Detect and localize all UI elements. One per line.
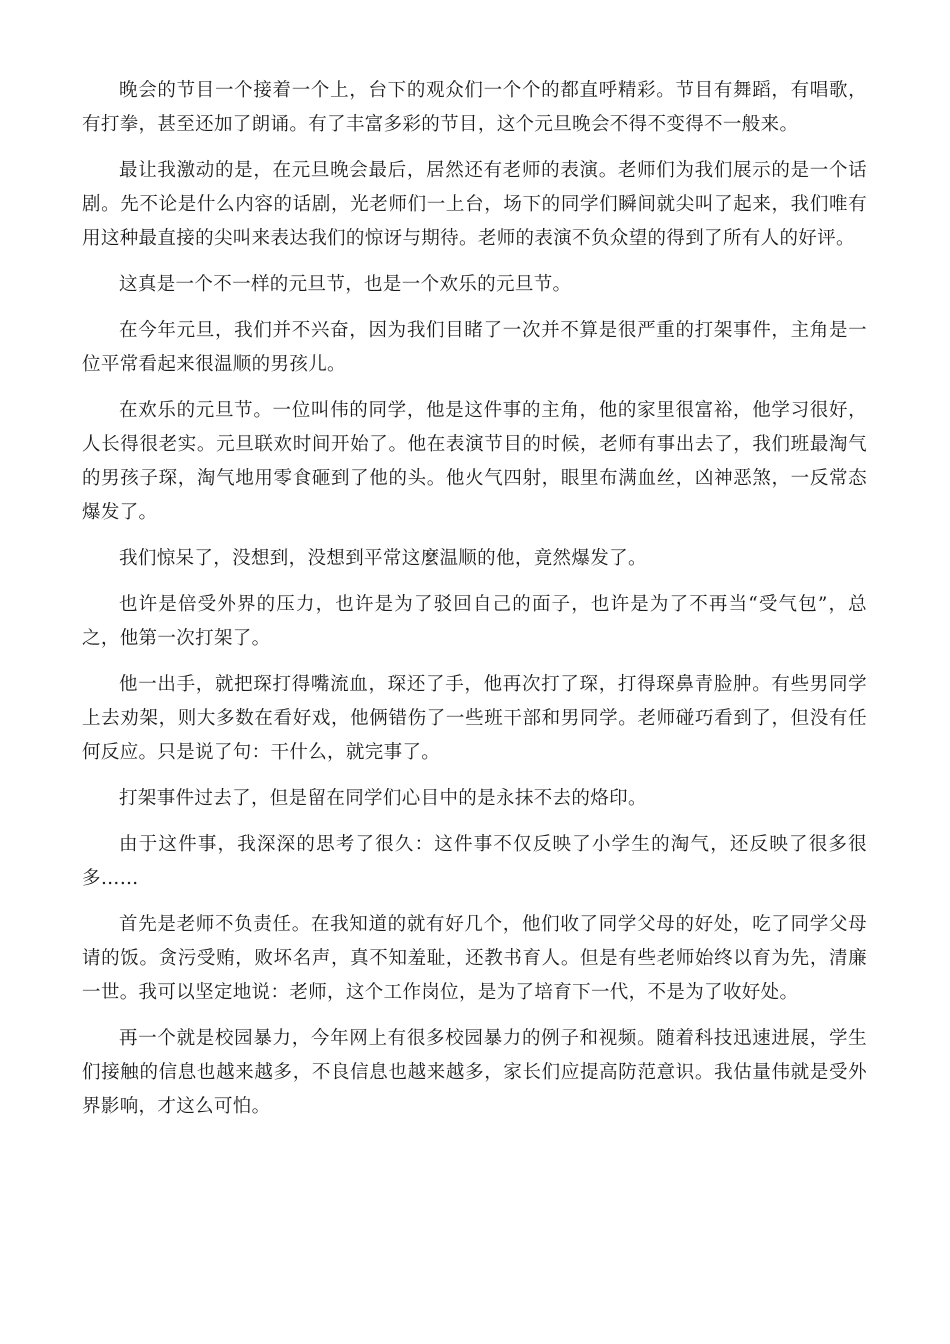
paragraph-9: 打架事件过去了，但是留在同学们心目中的是永抹不去的烙印。 — [119, 788, 647, 809]
paragraph-10: 由于这件事，我深深的思考了很久：这件事不仅反映了小学生的淘气，还反映了很多很多…… — [82, 834, 867, 889]
paragraph-6: 我们惊呆了，没想到，没想到平常这麼温顺的他，竟然爆发了。 — [119, 548, 647, 569]
paragraph-8: 他一出手，就把琛打得嘴流血，琛还了手，他再次打了琛，打得琛鼻青脸肿。有些男同学上去劝架，则大多数在看好戏，他俩错伤了一些班干部和男同学。老师碰巧看到了，但没有任何反应。只是说了句：干什么，就完事了。 — [82, 674, 867, 763]
document-body — [82, 74, 867, 1136]
paragraph-12: 再一个就是校园暴力，今年网上有很多校园暴力的例子和视频。随着科技迅速进展，学生们接触的信息也越来越多，不良信息也越来越多，家长们应提高防范意识。我估量伟就是受外界影响，才这么可怕。 — [82, 1028, 867, 1117]
paragraph-3: 这真是一个不一样的元旦节，也是一个欢乐的元旦节。 — [119, 274, 572, 295]
paragraph-1: 晚会的节目一个接着一个上，台下的观众们一个个的都直呼精彩。节目有舞蹈，有唱歌，有打拳，甚至还加了朗诵。有了丰富多彩的节目，这个元旦晚会不得不变得不一般来。 — [82, 80, 867, 135]
paragraph-11: 首先是老师不负责任。在我知道的就有好几个，他们收了同学父母的好处，吃了同学父母请的饭。贪污受贿，败坏名声，真不知羞耻，还教书育人。但是有些老师始终以育为先，清廉一世。我可以坚定地说：老师，这个工作岗位，是为了培育下一代，不是为了收好处。 — [82, 914, 867, 1003]
paragraph-7: 也许是倍受外界的压力，也许是为了驳回自己的面子，也许是为了不再当“受气包”，总之，他第一次打架了。 — [82, 594, 867, 649]
paragraph-5: 在欢乐的元旦节。一位叫伟的同学，他是这件事的主角，他的家里很富裕，他学习很好，人长得很老实。元旦联欢时间开始了。他在表演节目的时候，老师有事出去了，我们班最淘气的男孩子琛，淘气地用零食砸到了他的头。他火气四射，眼里布满血丝，凶神恶煞，一反常态爆发了。 — [82, 400, 867, 523]
paragraph-2: 最让我激动的是，在元旦晚会最后，居然还有老师的表演。老师们为我们展示的是一个话剧。先不论是什么内容的话剧，光老师们一上台，场下的同学们瞬间就尖叫了起来，我们唯有用这种最直接的尖叫来表达我们的惊讶与期待。老师的表演不负众望的得到了所有人的好评。 — [82, 160, 867, 249]
paragraph-4: 在今年元旦，我们并不兴奋，因为我们目睹了一次并不算是很严重的打架事件，主角是一位平常看起来很温顺的男孩儿。 — [82, 320, 867, 375]
